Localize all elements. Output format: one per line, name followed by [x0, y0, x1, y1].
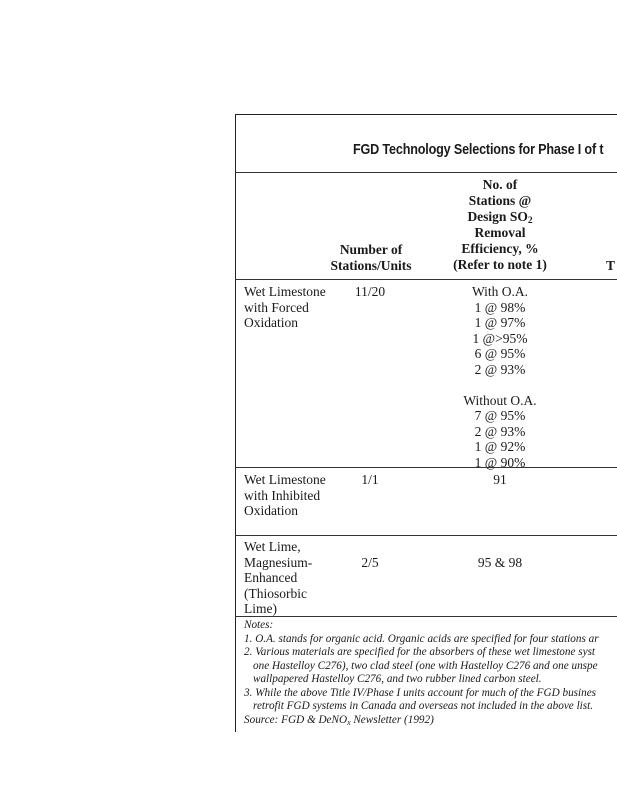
title-divider: [235, 172, 617, 173]
note-2-cont: one Hastelloy C276), two clad steel (one with Hastelloy C276 and one unspe: [253, 659, 598, 672]
row3-efficiency: 95 & 98: [477, 555, 523, 570]
note-2: 2. Various materials are specified for the absorbers of these wet limestone syst: [244, 646, 596, 658]
row3-units: 2/5: [361, 555, 379, 570]
header-number-of-units: Number of Stations/Units: [330, 242, 412, 273]
row1-units: 11/20: [354, 284, 386, 299]
note-3-cont: retrofit FGD systems in Canada and overseas not included in the above list.: [253, 700, 594, 712]
table-notes: [244, 619, 617, 727]
note-2-cont: wallpapered Hastelloy C276, and two rubber lined carbon steel.: [253, 673, 542, 685]
notes-heading: Notes:: [244, 619, 274, 631]
note-1: 1. O.A. stands for organic acid. Organic acids are specified for four stations ar: [244, 632, 599, 645]
row1-divider: [235, 467, 617, 468]
note-3: 3. While the above Title IV/Phase I units account for much of the FGD busines: [244, 686, 597, 699]
table-left-border: [235, 114, 236, 732]
row2-efficiency: 91: [493, 472, 507, 487]
row2-units: 1/1: [361, 472, 379, 487]
table-title: FGD Technology Selections for Phase I of t: [353, 141, 604, 158]
header-divider: [235, 279, 617, 280]
header-partial-column: T: [606, 258, 616, 273]
row3-technology: Wet Lime, Magnesium- Enhanced (Thiosorbic Lime): [244, 539, 313, 616]
header-removal-efficiency: No. of Stations @ Design $SO_2$ Removal Efficiency, % (Refer to note 1): [453, 177, 547, 272]
source-line: Source: FGD & DeNO$_x$ Newsletter (1992): [244, 713, 434, 727]
table-bottom-divider: [235, 616, 617, 617]
row2-divider: [235, 535, 617, 536]
row2-technology: Wet Limestone with Inhibited Oxidation: [244, 472, 326, 518]
row1-technology: Wet Limestone with Forced Oxidation: [244, 284, 326, 330]
row1-efficiency: With O.A. 1 @ 98% 1 @ 97% 1 @>95% 6 @ 95% 2 @ 93% Without O.A. 7 @ 95% 2 @ 93% 1 @ 92% 1 @ 90%: [463, 284, 537, 470]
table-top-border: [235, 114, 617, 115]
